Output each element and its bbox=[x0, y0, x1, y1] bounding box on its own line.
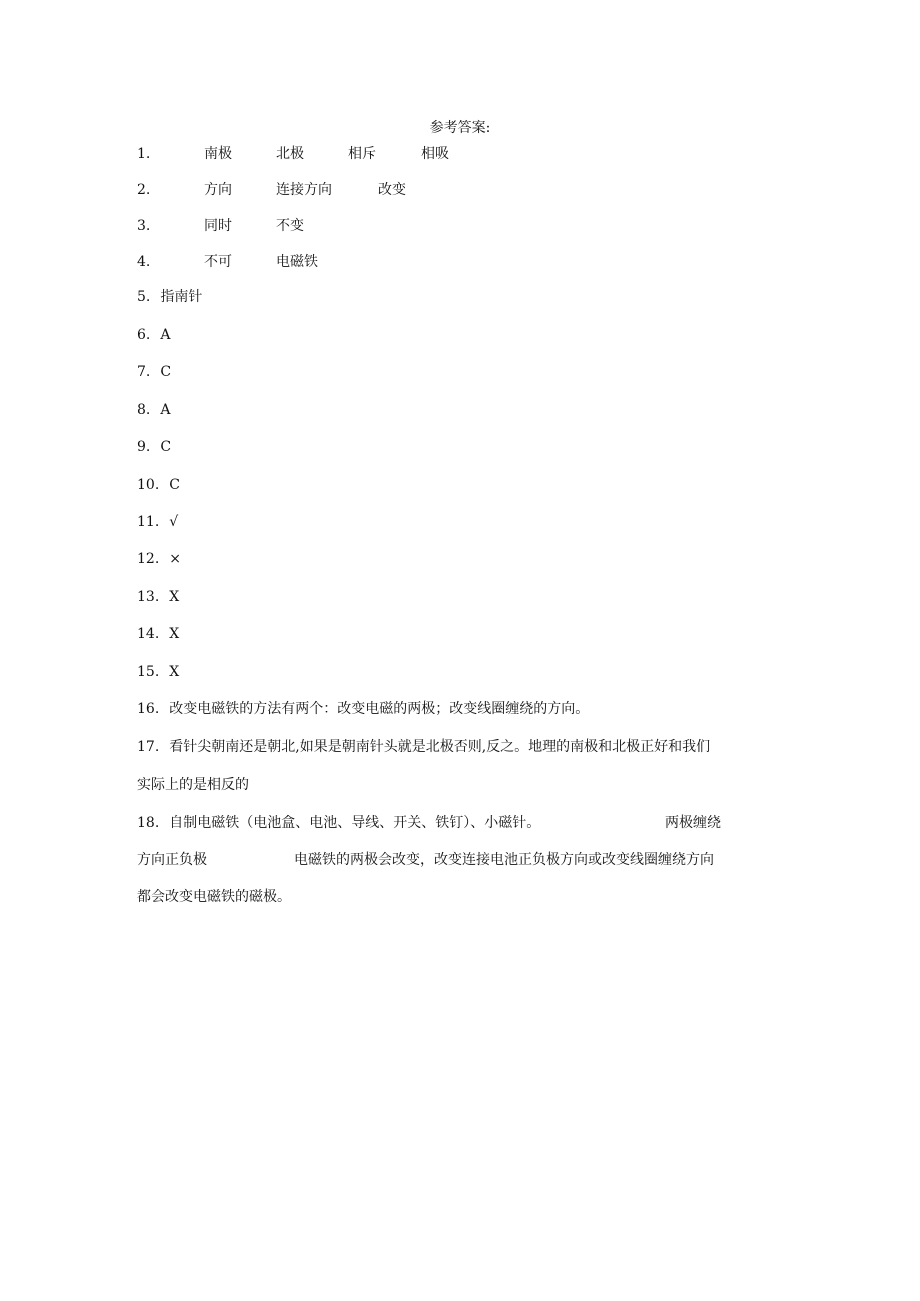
answer-text: 实际上的是相反的 bbox=[137, 777, 249, 793]
answer-number: 13. bbox=[137, 589, 160, 605]
answer-number: 6. bbox=[137, 327, 151, 343]
answer-blank: 不可 bbox=[204, 254, 232, 270]
answer-number: 12. bbox=[137, 551, 160, 567]
answer-number: 8. bbox=[137, 402, 151, 418]
answer-row-8 bbox=[137, 400, 170, 420]
answer-number: 11. bbox=[137, 514, 160, 530]
answer-blank: 方向 bbox=[204, 182, 232, 198]
answer-number: 2. bbox=[137, 182, 151, 198]
answer-text: C bbox=[160, 439, 172, 455]
answer-row-18-line-2 bbox=[137, 849, 777, 871]
answer-blank: 北极 bbox=[276, 146, 304, 162]
answer-row-14 bbox=[137, 624, 179, 644]
answer-number: 5. bbox=[137, 289, 151, 305]
answer-number: 3. bbox=[137, 218, 151, 234]
answer-row-2 bbox=[137, 180, 406, 200]
answer-text: C bbox=[160, 364, 172, 380]
answer-text: 方向正负极 bbox=[137, 852, 207, 868]
answer-number: 15. bbox=[137, 664, 160, 680]
answer-blank: 改变 bbox=[378, 182, 406, 198]
answer-row-7 bbox=[137, 362, 171, 382]
answer-number: 7. bbox=[137, 364, 151, 380]
answer-row-16 bbox=[137, 699, 589, 719]
answer-text: 指南针 bbox=[160, 289, 203, 305]
answer-row-18 bbox=[137, 812, 777, 834]
answer-row-4 bbox=[137, 252, 318, 272]
answer-blank: 不变 bbox=[276, 218, 304, 234]
answer-number: 17. bbox=[137, 739, 160, 755]
answer-row-13 bbox=[137, 587, 179, 607]
answer-row-17-continued bbox=[137, 774, 249, 796]
answer-row-11 bbox=[137, 512, 178, 532]
answer-blank: 相吸 bbox=[421, 146, 449, 162]
answer-row-10 bbox=[137, 475, 180, 495]
answer-text: √ bbox=[169, 514, 179, 530]
answer-number: 16. bbox=[137, 701, 160, 717]
answer-text: C bbox=[169, 477, 180, 493]
answer-text: × bbox=[169, 551, 181, 567]
answer-text: X bbox=[169, 664, 180, 680]
answer-text: 两极缠绕 bbox=[665, 815, 721, 831]
answer-text: 电磁铁的两极会改变，改变连接电池正负极方向或改变线圈缠绕方向 bbox=[294, 852, 714, 868]
answer-row-15 bbox=[137, 662, 179, 682]
answer-blank: 连接方向 bbox=[276, 182, 332, 198]
answer-row-5 bbox=[137, 287, 202, 307]
answer-row-12 bbox=[137, 549, 181, 569]
answer-text: 自制电磁铁（电池盒、电池、导线、开关、铁钉）、小磁针。 bbox=[169, 815, 541, 831]
answer-text: X bbox=[169, 626, 180, 642]
answer-blank: 相斥 bbox=[348, 146, 376, 162]
answer-row-9 bbox=[137, 437, 171, 457]
answer-row-18-line-3 bbox=[137, 886, 291, 908]
answer-text: 都会改变电磁铁的磁极。 bbox=[137, 889, 291, 905]
answer-number: 18. bbox=[137, 815, 160, 831]
answer-text: A bbox=[160, 327, 171, 343]
answer-blank: 同时 bbox=[204, 218, 232, 234]
answer-blank: 南极 bbox=[204, 146, 232, 162]
answer-text: 看针尖朝南还是朝北,如果是朝南针头就是北极否则,反之。地理的南极和北极正好和我们 bbox=[169, 739, 711, 755]
page-title: 参考答案: bbox=[429, 120, 491, 136]
answer-number: 1. bbox=[137, 146, 151, 162]
answer-row-6 bbox=[137, 325, 170, 345]
answer-row-1 bbox=[137, 144, 449, 164]
answer-number: 14. bbox=[137, 626, 160, 642]
answer-text: A bbox=[160, 402, 171, 418]
answer-number: 10. bbox=[137, 477, 160, 493]
answer-blank: 电磁铁 bbox=[276, 254, 318, 270]
answer-number: 4. bbox=[137, 254, 151, 270]
answer-text: 改变电磁铁的方法有两个：改变电磁的两极；改变线圈缠绕的方向。 bbox=[169, 701, 590, 717]
answer-text: X bbox=[169, 589, 180, 605]
answer-number: 9. bbox=[137, 439, 151, 455]
answer-row-3 bbox=[137, 216, 304, 236]
answer-row-17 bbox=[137, 736, 710, 758]
